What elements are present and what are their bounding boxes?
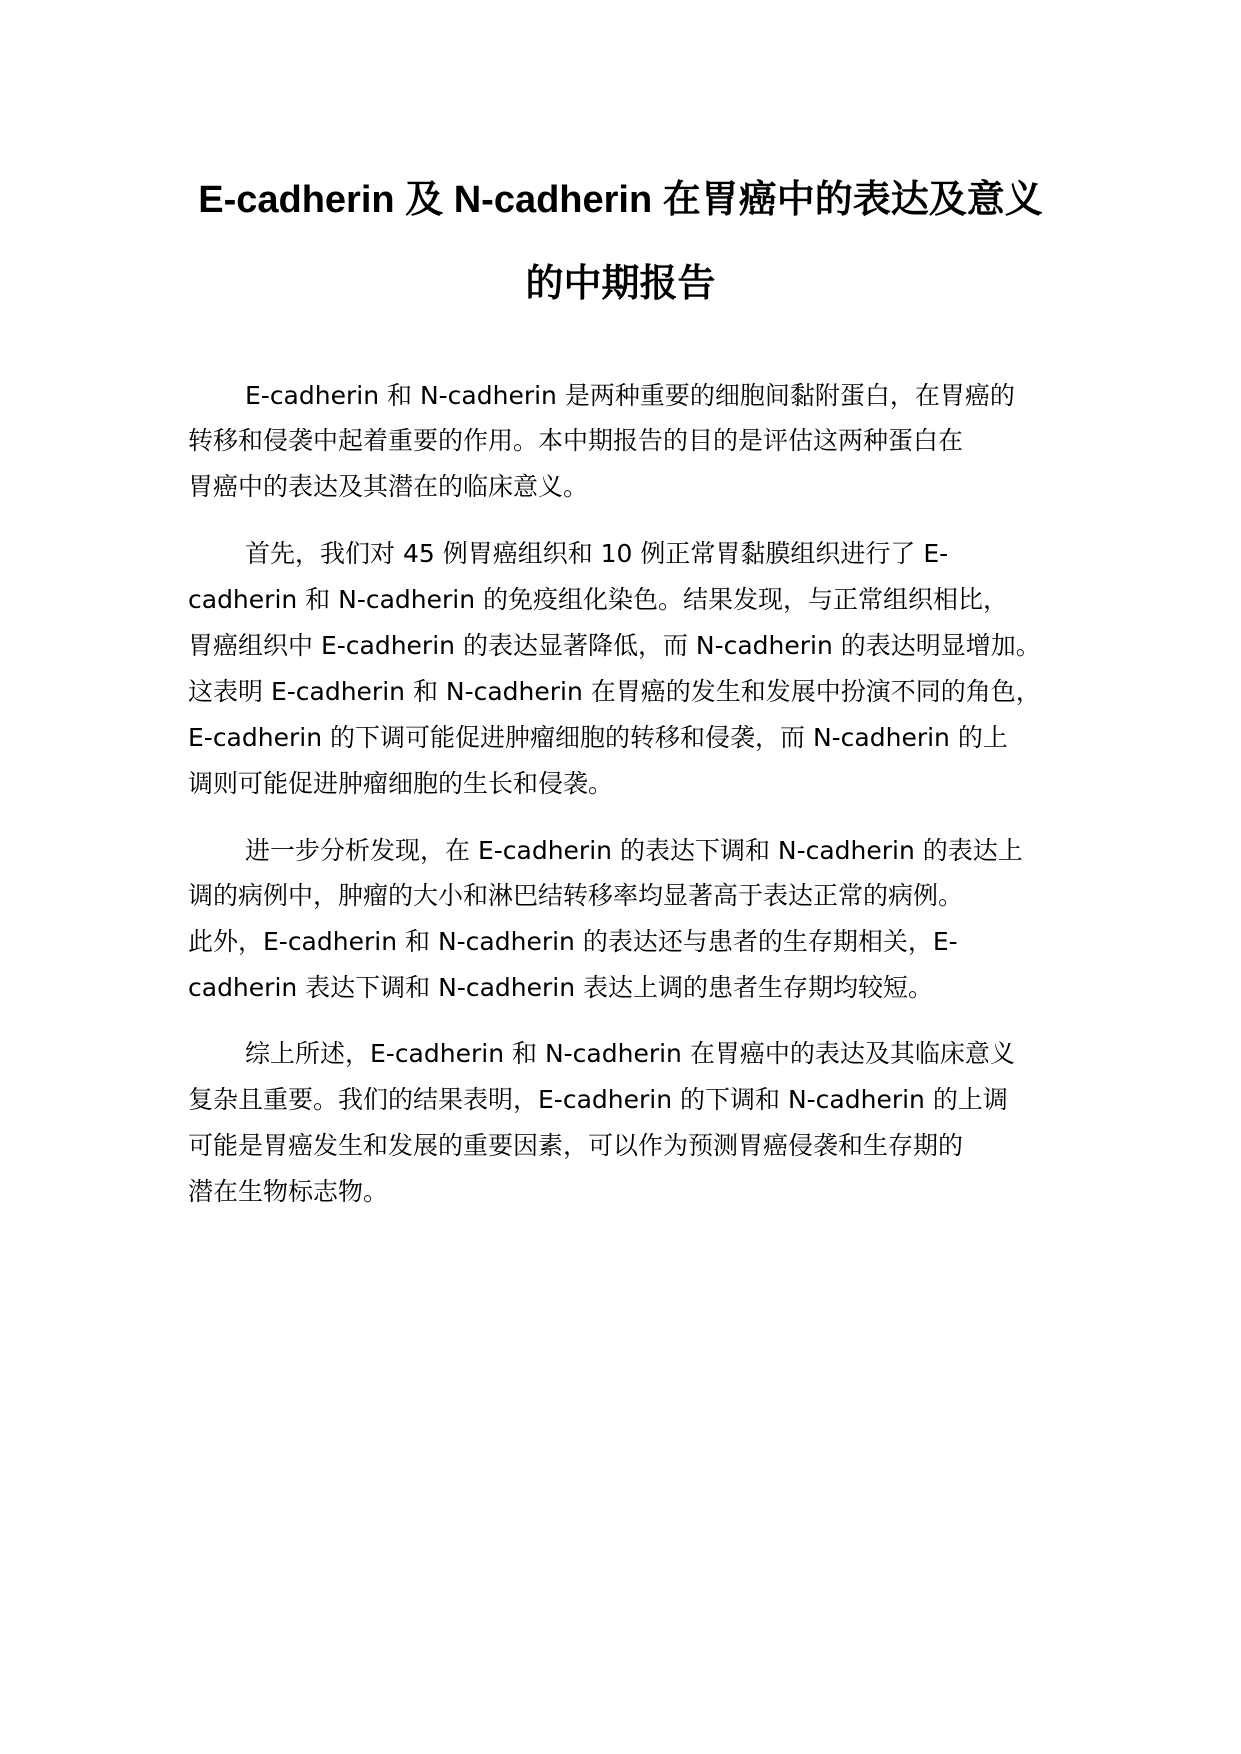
paragraph-2-line-1: 首先，我们对 45 例胃癌组织和 10 例正常胃黏膜组织进行了 E-	[245, 539, 949, 568]
paragraph-1-line-1: E-cadherin 和 N-cadherin 是两种重要的细胞间黏附蛋白，在胃癌的	[245, 381, 1015, 410]
paragraph-3-line-4: cadherin 表达下调和 N-cadherin 表达上调的患者生存期均较短。	[188, 973, 934, 1002]
paragraph-4-line-3: 可能是胃癌发生和发展的重要因素，可以作为预测胃癌侵袭和生存期的	[188, 1131, 964, 1160]
paragraph-2-line-2: cadherin 和 N-cadherin 的免疫组化染色。结果发现，与正常组织相比，	[188, 585, 1009, 614]
paragraph-2-line-4: 这表明 E-cadherin 和 N-cadherin 在胃癌的发生和发展中扮演不同的角色，	[188, 677, 1041, 706]
document-title-line-2: 的中期报告	[525, 263, 716, 305]
paragraph-1-line-2: 转移和侵袭中起着重要的作用。本中期报告的目的是评估这两种蛋白在	[188, 426, 964, 455]
paragraph-4-line-2: 复杂且重要。我们的结果表明，E-cadherin 的下调和 N-cadherin 的上调	[188, 1085, 1008, 1114]
paragraph-3-line-1: 进一步分析发现，在 E-cadherin 的表达下调和 N-cadherin 的表达上	[245, 836, 1023, 865]
paragraph-2-line-3: 胃癌组织中 E-cadherin 的表达显著降低，而 N-cadherin 的表达明显增加。	[188, 631, 1041, 660]
paragraph-1-line-3: 胃癌中的表达及其潜在的临床意义。	[188, 472, 589, 501]
paragraph-3-line-2: 调的病例中，肿瘤的大小和淋巴结转移率均显著高于表达正常的病例。	[188, 881, 964, 910]
paragraph-2-line-5: E-cadherin 的下调可能促进肿瘤细胞的转移和侵袭，而 N-cadherin 的上	[188, 723, 1008, 752]
paragraph-4-line-1: 综上所述，E-cadherin 和 N-cadherin 在胃癌中的表达及其临床意义	[245, 1039, 1015, 1068]
paragraph-2-line-6: 调则可能促进肿瘤细胞的生长和侵袭。	[188, 769, 614, 798]
paragraph-4-line-4: 潜在生物标志物。	[188, 1177, 389, 1206]
document-title-line-1: E-cadherin 及 N-cadherin 在胃癌中的表达及意义	[198, 179, 1043, 221]
paragraph-3-line-3: 此外，E-cadherin 和 N-cadherin 的表达还与患者的生存期相关，E-	[188, 927, 958, 956]
